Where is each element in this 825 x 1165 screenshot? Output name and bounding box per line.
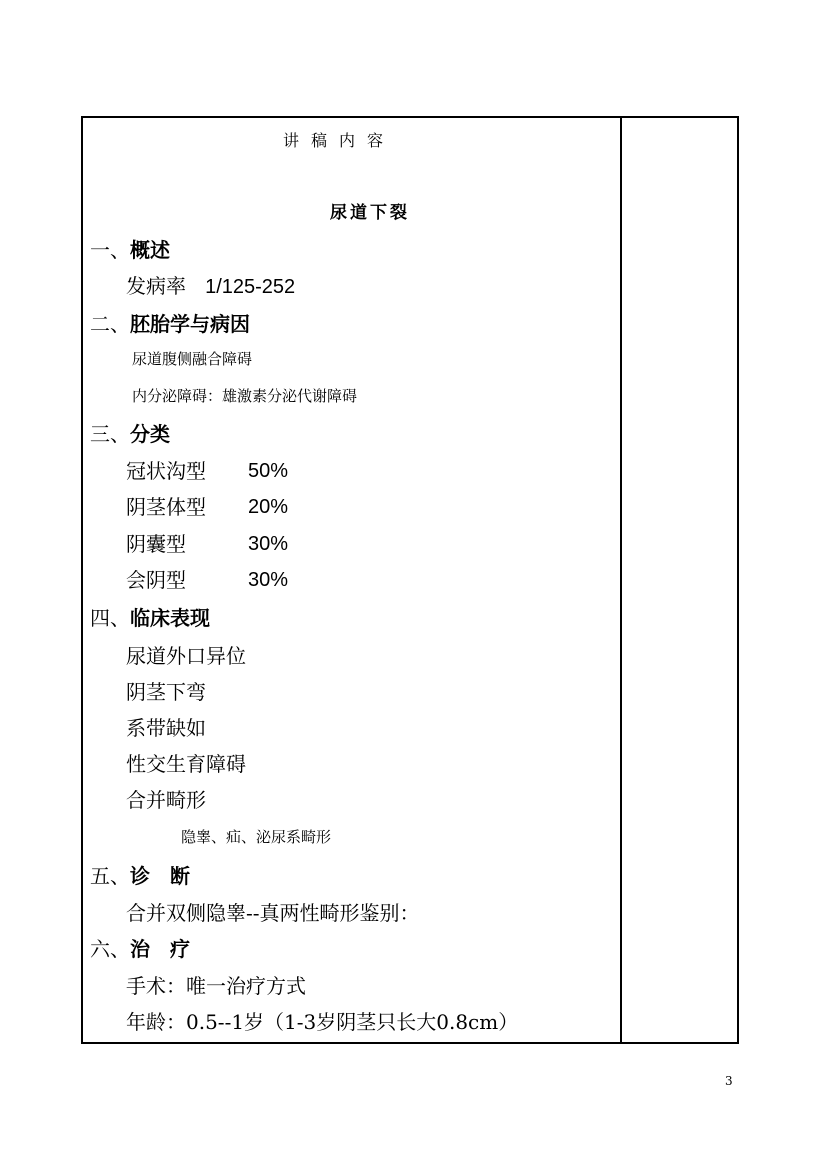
section-heading-classification: 三、分类	[90, 422, 170, 446]
column-divider	[620, 116, 622, 1044]
clinical-item: 合并畸形	[126, 788, 206, 812]
etiology-item: 内分泌障碍：雄激素分泌代谢障碍	[132, 387, 358, 405]
diagnosis-line: 合并双侧隐睾--真两性畸形鉴别：	[126, 901, 420, 925]
section-heading-diagnosis: 五、诊 断	[90, 864, 190, 888]
classification-type: 冠状沟型	[126, 459, 206, 483]
classification-pct: 30%	[248, 533, 289, 555]
section-heading-treatment: 六、治 疗	[90, 937, 190, 961]
document-title: 尿道下裂	[330, 203, 410, 223]
classification-type: 会阴型	[126, 568, 186, 592]
classification-pct: 50%	[248, 460, 289, 482]
etiology-item: 尿道腹侧融合障碍	[132, 350, 253, 368]
clinical-item: 系带缺如	[126, 716, 206, 740]
clinical-item: 阴茎下弯	[126, 680, 206, 704]
table-header: 讲稿内容	[283, 131, 396, 150]
classification-pct: 30%	[248, 569, 289, 591]
treatment-line: 年龄：0.5--1岁（1-3岁阴茎只长大0.8cm）	[126, 1010, 519, 1034]
page-number: 3	[725, 1074, 733, 1088]
clinical-subitem: 隐睾、疝、泌尿系畸形	[181, 828, 332, 846]
classification-type: 阴茎体型	[126, 495, 206, 519]
clinical-item: 尿道外口异位	[126, 644, 246, 668]
section-heading-overview: 一、概述	[90, 238, 170, 262]
incidence-line: 发病率 1/125-252	[126, 274, 296, 298]
treatment-line: 手术：唯一治疗方式	[126, 974, 306, 998]
classification-type: 阴囊型	[126, 532, 186, 556]
section-heading-clinical: 四、临床表现	[90, 606, 210, 630]
clinical-item: 性交生育障碍	[126, 752, 246, 776]
classification-pct: 20%	[248, 496, 289, 518]
section-heading-embryology: 二、胚胎学与病因	[90, 312, 250, 336]
